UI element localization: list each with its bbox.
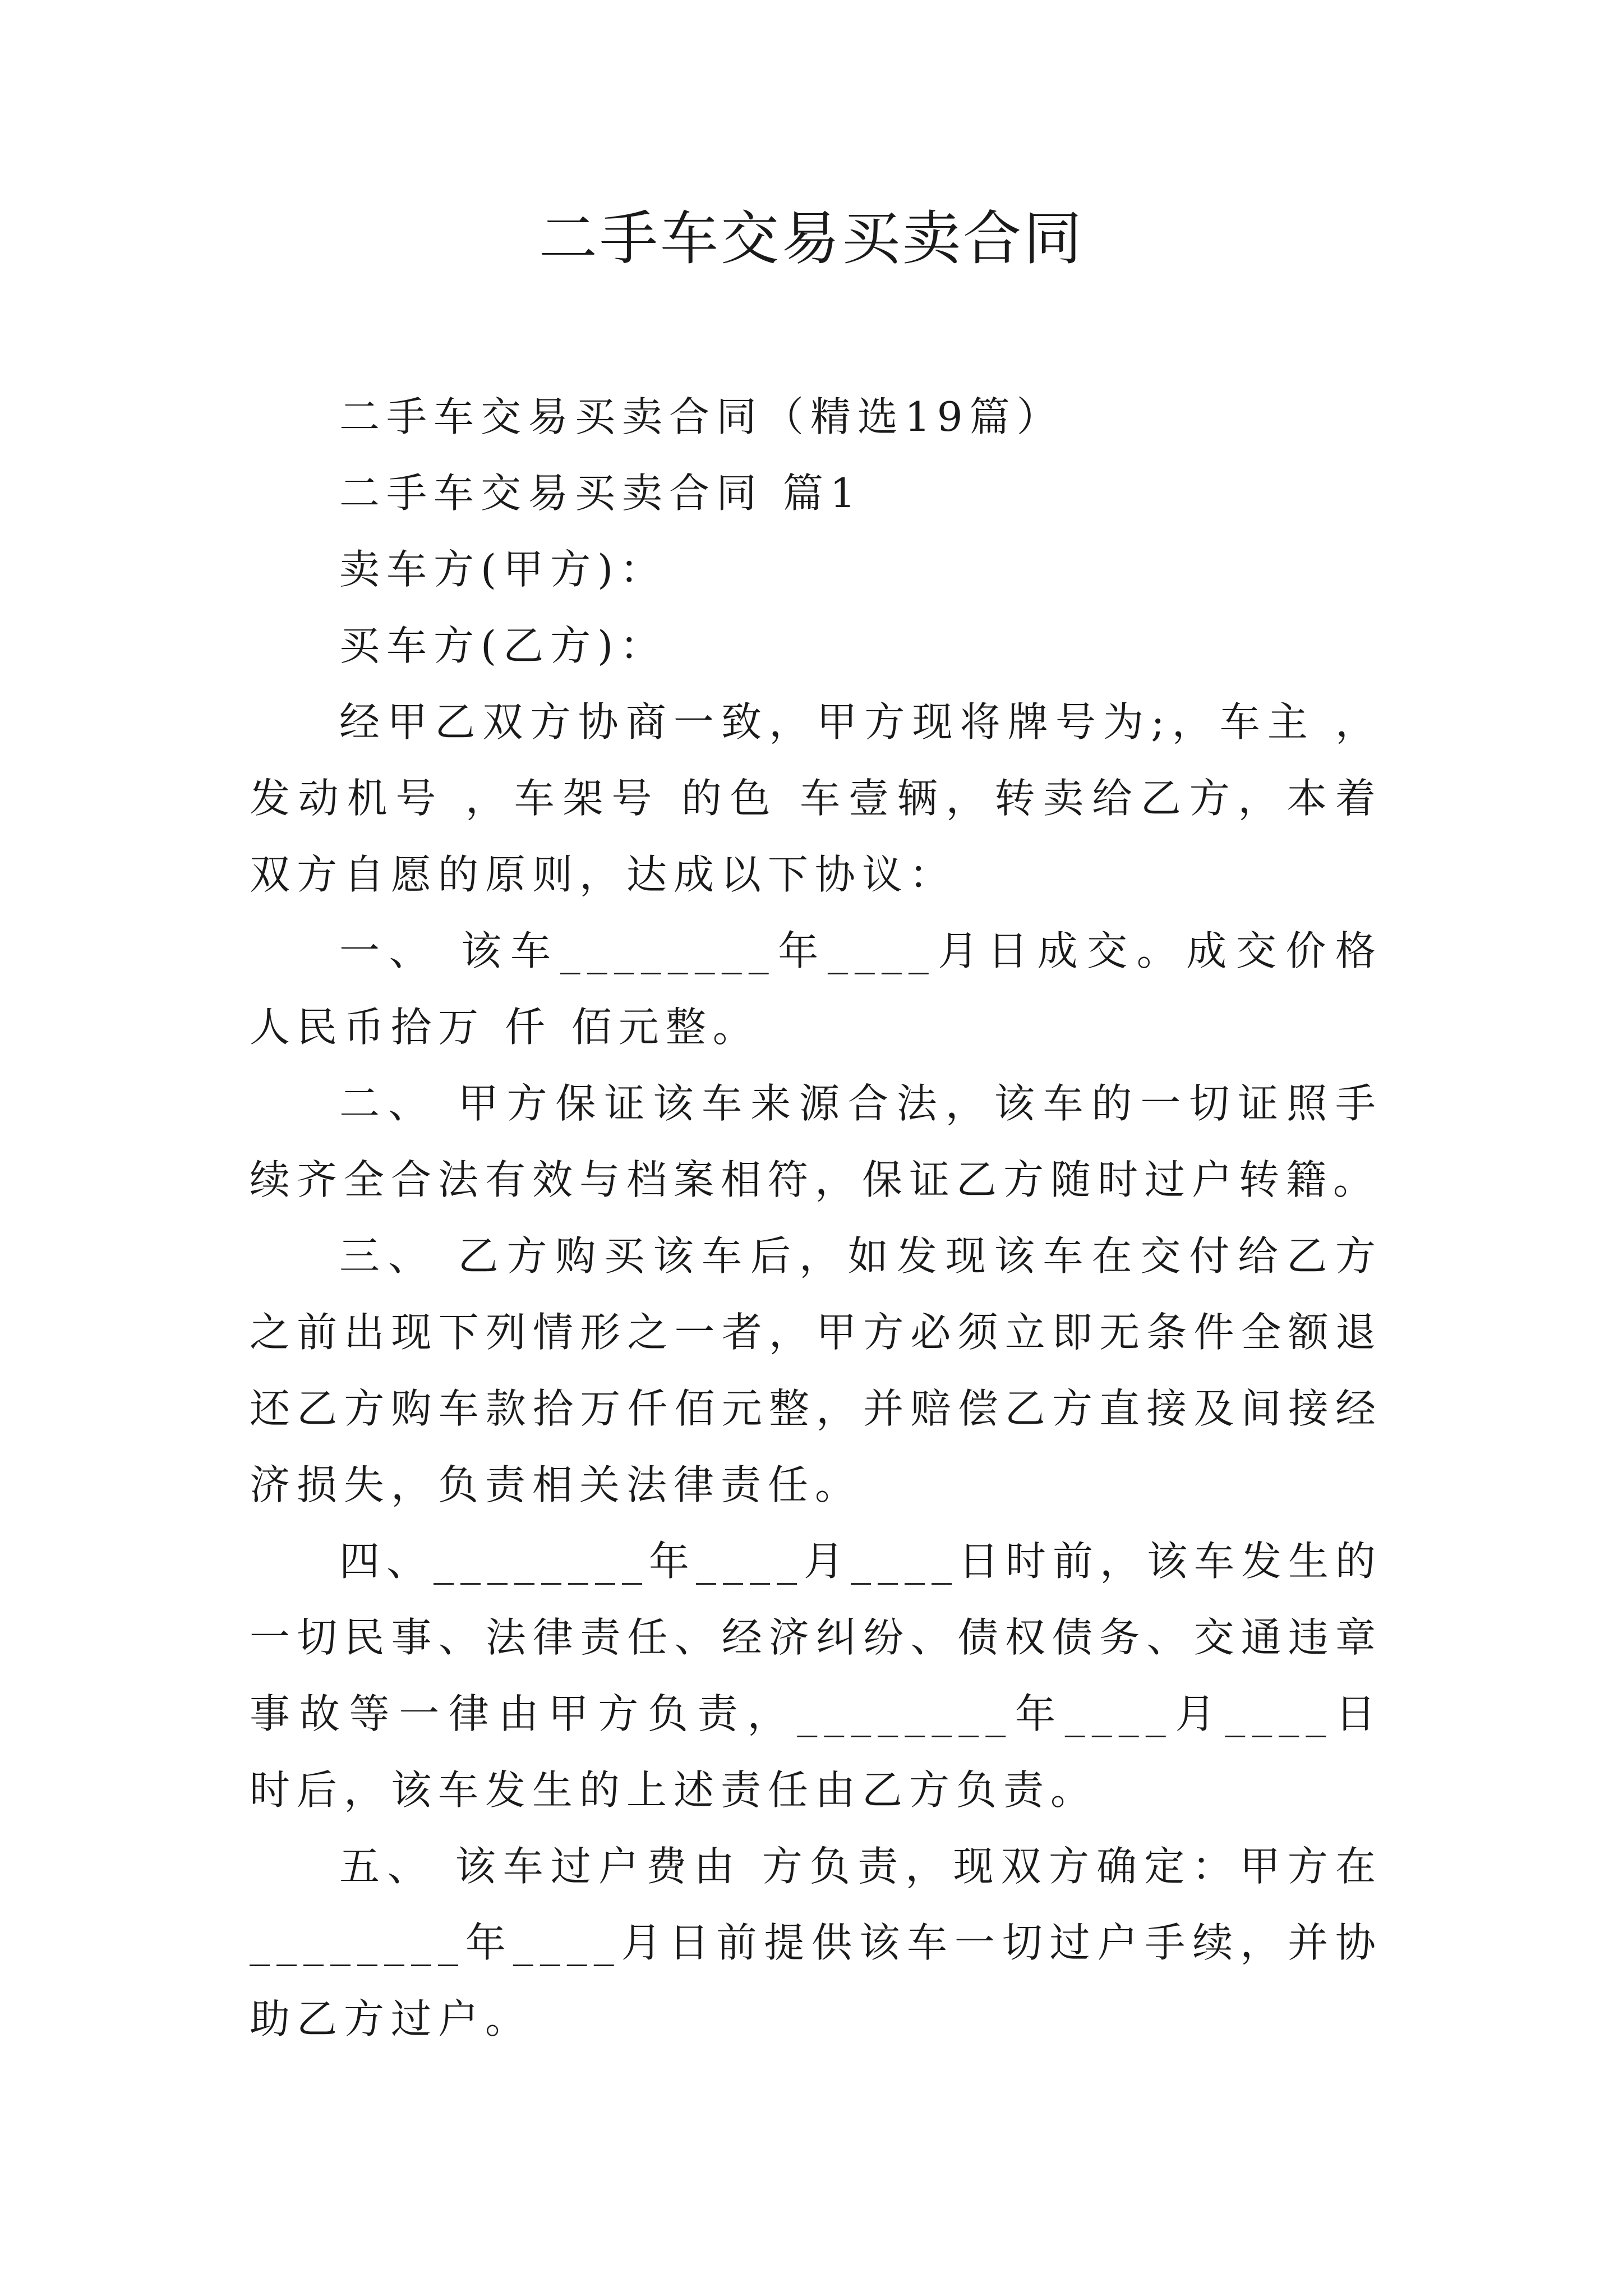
document-title: 二手车交易买卖合同 [538,204,1084,273]
subtitle-selection: 二手车交易买卖合同（精选19篇） [339,393,1064,440]
section-heading: 二手车交易买卖合同 篇1 [339,470,863,517]
clause-5: 五、 该车过户费由 方负责，现双方确定：甲方在________年____月日前提供该车一切过户手续，并协助乙方过户。 [250,1843,1382,2042]
clause-4: 四、________年____月____日时前，该车发生的一切民事、法律责任、经济纠纷、债权债务、交通违章事故等一律由甲方负责，________年____月____日时后，该车发生的上述责任由乙方负责。 [250,1538,1383,1814]
seller-party: 卖车方(甲方)： [339,546,667,593]
clause-2: 二、 甲方保证该车来源合法，该车的一切证照手续齐全合法有效与档案相符，保证乙方随时过户转籍。 [250,1080,1382,1203]
preamble-paragraph: 经甲乙双方协商一致，甲方现将牌号为;，车主 ，发动机号 ，车架号 的色 车壹辆，转卖给乙方，本着双方自愿的原则，达成以下协议： [250,698,1382,898]
clause-3: 三、 乙方购买该车后，如发现该车在交付给乙方之前出现下列情形之一者，甲方必须立即无条件全额退还乙方购车款拾万仟佰元整，并赔偿乙方直接及间接经济损失，负责相关法律责任。 [250,1232,1382,1508]
clause-1: 一、 该车________年____月日成交。成交价格人民币拾万 仟 佰元整。 [250,927,1382,1051]
document-body [250,379,1382,2057]
buyer-party: 买车方(乙方)： [339,622,667,669]
